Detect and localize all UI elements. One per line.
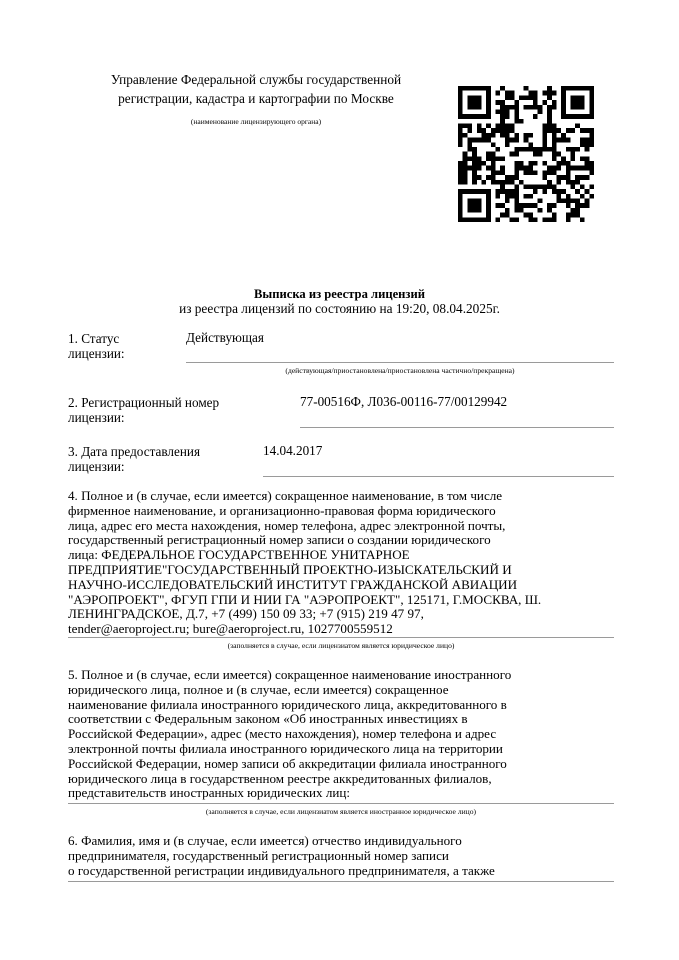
document-subtitle: из реестра лицензий по состоянию на 19:20, 08.04.2025г.	[179, 301, 500, 316]
regnum-value: 77-00516Ф, Л036-00116-77/00129942	[300, 394, 508, 409]
qr-code	[458, 86, 594, 222]
status-caption: (действующая/приостановлена/приостановлена частично/прекращена)	[285, 366, 515, 375]
divider	[68, 637, 614, 638]
authority-line: Управление Федеральной службы государственной	[110, 72, 402, 87]
foreign-block: 5. Полное и (в случае, если имеется) сокращенное наименование иностранного юридического лица, полное и (в случае, если имеется) сокращенное наименование филиала иностранного юридического лица, аккредитованного в соответствии с Федеральным законом «Об иностранных инвестициях в Российской Федерации», адрес (место нахождения), номер телефона и адрес электронной почты филиала иностранного юридического лица на территории Российской Федерации, номер записи об аккредитации филиала иностранного юридического лица в государственном реестре аккредитованных филиалов, представительств иностранных юридических лиц:	[68, 667, 512, 801]
divider	[68, 881, 614, 882]
document-title: Выписка из реестра лицензий	[253, 287, 426, 301]
authority-caption: (наименование лицензирующего органа)	[190, 117, 322, 126]
divider	[186, 362, 614, 363]
licensing-authority	[70, 70, 442, 108]
entrepreneur-block: 6. Фамилия, имя и (в случае, если имеется) отчество индивидуального предпринимателя, государственный регистрационный номер записи о государственной регистрации индивидуального предпринимателя, а также	[68, 833, 495, 878]
foreign-caption: (заполняется в случае, если лицензиатом является иностранное юридическое лицо)	[205, 807, 477, 816]
entity-block: 4. Полное и (в случае, если имеется) сокращенное наименование, в том числе фирменное наименование, и организационно-правовая форма юридического лица, адрес его места нахождения, номер телефона, адрес электронной почты, государственный регистрационный номер записи о создании юридического лица: ФЕДЕРАЛЬНОЕ ГОСУДАРСТВЕННОЕ УНИТАРНОЕ ПРЕДПРИЯТИЕ"ГОСУДАРСТВЕННЫЙ ПРОЕКТНО-ИЗЫСКАТЕЛЬСКИЙ И НАУЧНО-ИССЛЕДОВАТЕЛЬСКИЙ ИНСТИТУТ ГРАЖДАНСКОЙ АВИАЦИИ "АЭРОПРОЕКТ", ФГУП ГПИ И НИИ ГА "АЭРОПРОЕКТ", 125171, Г.МОСКВА, Ш. ЛЕНИНГРАДСКОЕ, Д.7, +7 (499) 150 09 33; +7 (915) 219 47 97, tender@aeroproject.ru; bure@aeroproject.ru, 1027700559512	[68, 488, 542, 637]
divider	[68, 803, 614, 804]
status-label: 1. Статус лицензии:	[68, 331, 125, 361]
date-label: 3. Дата предоставления лицензии:	[68, 444, 201, 474]
date-value: 14.04.2017	[263, 443, 323, 458]
divider	[263, 476, 614, 477]
entity-caption: (заполняется в случае, если лицензиатом является юридическое лицо)	[227, 641, 455, 650]
regnum-label: 2. Регистрационный номер лицензии:	[68, 395, 220, 425]
divider	[300, 427, 614, 428]
status-value: Действующая	[186, 330, 264, 345]
authority-line: регистрации, кадастра и картографии по Москве	[118, 91, 394, 106]
